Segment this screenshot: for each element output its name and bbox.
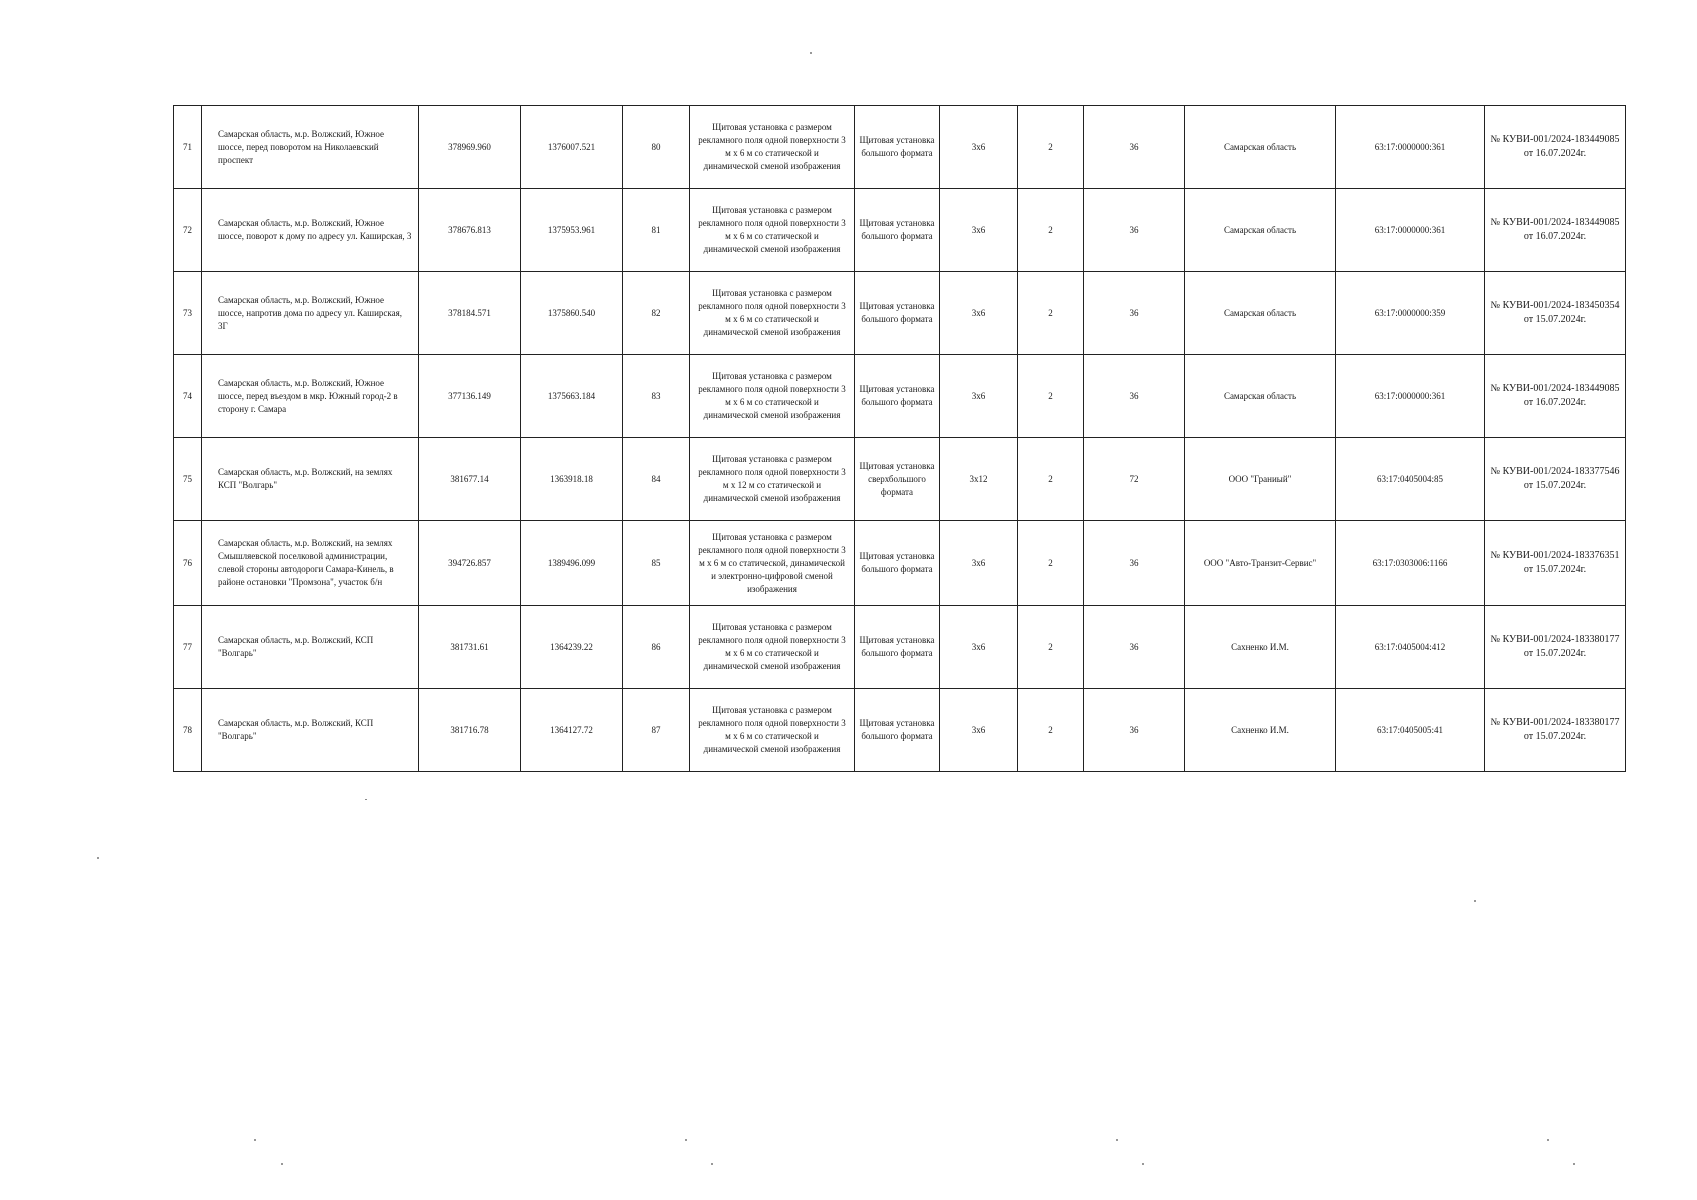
sides-cell: 2 — [1018, 438, 1084, 521]
scan-speck — [254, 1139, 256, 1141]
owner-cell: Самарская область — [1185, 272, 1336, 355]
coord-x-cell: 394726.857 — [419, 521, 521, 606]
sides-cell: 2 — [1018, 106, 1084, 189]
address-cell: Самарская область, м.р. Волжский, Южное шоссе, перед поворотом на Николаевский проспект — [202, 106, 419, 189]
extract-number-cell: № КУВИ-001/2024-183450354 от 15.07.2024г. — [1485, 272, 1626, 355]
scheme-number-cell: 83 — [623, 355, 690, 438]
coord-x-cell: 378969.960 — [419, 106, 521, 189]
size-cell: 3х6 — [940, 689, 1018, 772]
type-cell: Щитовая установка сверхбольшого формата — [855, 438, 940, 521]
advertising-structures-table — [173, 105, 1626, 772]
scheme-number-cell: 85 — [623, 521, 690, 606]
description-cell: Щитовая установка с размером рекламного поля одной поверхности 3 м х 6 м со статической и динамической сменой изображения — [690, 106, 855, 189]
size-cell: 3х6 — [940, 272, 1018, 355]
size-cell: 3х6 — [940, 355, 1018, 438]
scheme-number-cell: 86 — [623, 606, 690, 689]
coord-y-cell: 1375860.540 — [521, 272, 623, 355]
address-cell: Самарская область, м.р. Волжский, КСП "Волгарь" — [202, 689, 419, 772]
type-cell: Щитовая установка большого формата — [855, 189, 940, 272]
coord-x-cell: 381731.61 — [419, 606, 521, 689]
address-cell: Самарская область, м.р. Волжский, на землях КСП "Волгарь" — [202, 438, 419, 521]
address-cell: Самарская область, м.р. Волжский, КСП "Волгарь" — [202, 606, 419, 689]
scan-speck — [1142, 1163, 1144, 1165]
scan-speck — [1116, 1139, 1118, 1141]
owner-cell: ООО "Авто-Транзит-Сервис" — [1185, 521, 1336, 606]
table-row — [174, 606, 1626, 689]
coord-x-cell: 381677.14 — [419, 438, 521, 521]
scheme-number-cell: 81 — [623, 189, 690, 272]
cadastral-number-cell: 63:17:0000000:361 — [1336, 106, 1485, 189]
owner-cell: Сахненко И.М. — [1185, 689, 1336, 772]
coord-y-cell: 1389496.099 — [521, 521, 623, 606]
sides-cell: 2 — [1018, 272, 1084, 355]
area-cell: 36 — [1084, 521, 1185, 606]
area-cell: 36 — [1084, 189, 1185, 272]
type-cell: Щитовая установка большого формата — [855, 521, 940, 606]
sides-cell: 2 — [1018, 189, 1084, 272]
row-number: 75 — [174, 438, 202, 521]
size-cell: 3х6 — [940, 106, 1018, 189]
row-number: 72 — [174, 189, 202, 272]
extract-number-cell: № КУВИ-001/2024-183449085 от 16.07.2024г. — [1485, 189, 1626, 272]
size-cell: 3х6 — [940, 521, 1018, 606]
type-cell: Щитовая установка большого формата — [855, 606, 940, 689]
coord-x-cell: 381716.78 — [419, 689, 521, 772]
address-cell: Самарская область, м.р. Волжский, Южное шоссе, напротив дома по адресу ул. Каширская, 3Г — [202, 272, 419, 355]
address-cell: Самарская область, м.р. Волжский, Южное шоссе, перед въездом в мкр. Южный город-2 в сторону г. Самара — [202, 355, 419, 438]
scheme-number-cell: 84 — [623, 438, 690, 521]
description-cell: Щитовая установка с размером рекламного поля одной поверхности 3 м х 6 м со статической и динамической сменой изображения — [690, 606, 855, 689]
scheme-number-cell: 80 — [623, 106, 690, 189]
owner-cell: Сахненко И.М. — [1185, 606, 1336, 689]
row-number: 71 — [174, 106, 202, 189]
description-cell: Щитовая установка с размером рекламного поля одной поверхности 3 м х 6 м со статической и динамической сменой изображения — [690, 355, 855, 438]
description-cell: Щитовая установка с размером рекламного поля одной поверхности 3 м х 6 м со статической и динамической сменой изображения — [690, 272, 855, 355]
extract-number-cell: № КУВИ-001/2024-183449085 от 16.07.2024г. — [1485, 106, 1626, 189]
row-number: 78 — [174, 689, 202, 772]
area-cell: 36 — [1084, 106, 1185, 189]
scan-speck — [97, 857, 99, 859]
extract-number-cell: № КУВИ-001/2024-183449085 от 16.07.2024г. — [1485, 355, 1626, 438]
size-cell: 3х12 — [940, 438, 1018, 521]
cadastral-number-cell: 63:17:0000000:361 — [1336, 189, 1485, 272]
row-number: 74 — [174, 355, 202, 438]
sides-cell: 2 — [1018, 355, 1084, 438]
scan-speck — [1474, 900, 1476, 902]
coord-y-cell: 1376007.521 — [521, 106, 623, 189]
area-cell: 72 — [1084, 438, 1185, 521]
table-row — [174, 355, 1626, 438]
table-body — [174, 106, 1626, 772]
scan-speck — [711, 1163, 713, 1165]
extract-number-cell: № КУВИ-001/2024-183376351 от 15.07.2024г. — [1485, 521, 1626, 606]
table-row — [174, 106, 1626, 189]
type-cell: Щитовая установка большого формата — [855, 355, 940, 438]
address-cell: Самарская область, м.р. Волжский, на землях Смышляевской поселковой администрации, слевой стороны автодороги Самара-Кинель, в районе остановки "Промзона", участок б/н — [202, 521, 419, 606]
extract-number-cell: № КУВИ-001/2024-183380177 от 15.07.2024г. — [1485, 689, 1626, 772]
table-row — [174, 438, 1626, 521]
area-cell: 36 — [1084, 355, 1185, 438]
description-cell: Щитовая установка с размером рекламного поля одной поверхности 3 м х 6 м со статической и динамической сменой изображения — [690, 189, 855, 272]
address-cell: Самарская область, м.р. Волжский, Южное шоссе, поворот к дому по адресу ул. Каширская, 3 — [202, 189, 419, 272]
area-cell: 36 — [1084, 606, 1185, 689]
description-cell: Щитовая установка с размером рекламного поля одной поверхности 3 м х 12 м со статической и динамической сменой изображения — [690, 438, 855, 521]
coord-y-cell: 1364127.72 — [521, 689, 623, 772]
cadastral-number-cell: 63:17:0303006:1166 — [1336, 521, 1485, 606]
coord-y-cell: 1363918.18 — [521, 438, 623, 521]
coord-y-cell: 1364239.22 — [521, 606, 623, 689]
extract-number-cell: № КУВИ-001/2024-183377546 от 15.07.2024г. — [1485, 438, 1626, 521]
coord-y-cell: 1375953.961 — [521, 189, 623, 272]
area-cell: 36 — [1084, 689, 1185, 772]
owner-cell: ООО "Граниый" — [1185, 438, 1336, 521]
description-cell: Щитовая установка с размером рекламного поля одной поверхности 3 м х 6 м со статической и динамической сменой изображения — [690, 689, 855, 772]
extract-number-cell: № КУВИ-001/2024-183380177 от 15.07.2024г. — [1485, 606, 1626, 689]
scheme-number-cell: 87 — [623, 689, 690, 772]
sides-cell: 2 — [1018, 521, 1084, 606]
scan-speck — [685, 1139, 687, 1141]
scan-speck — [281, 1163, 283, 1165]
owner-cell: Самарская область — [1185, 355, 1336, 438]
cadastral-number-cell: 63:17:0000000:361 — [1336, 355, 1485, 438]
owner-cell: Самарская область — [1185, 106, 1336, 189]
type-cell: Щитовая установка большого формата — [855, 272, 940, 355]
row-number: 76 — [174, 521, 202, 606]
scan-speck — [1547, 1139, 1549, 1141]
sides-cell: 2 — [1018, 606, 1084, 689]
size-cell: 3х6 — [940, 606, 1018, 689]
scan-speck — [1573, 1163, 1575, 1165]
sides-cell: 2 — [1018, 689, 1084, 772]
scheme-number-cell: 82 — [623, 272, 690, 355]
table-row — [174, 521, 1626, 606]
cadastral-number-cell: 63:17:0405004:85 — [1336, 438, 1485, 521]
cadastral-number-cell: 63:17:0405004:412 — [1336, 606, 1485, 689]
table-row — [174, 689, 1626, 772]
description-cell: Щитовая установка с размером рекламного поля одной поверхности 3 м х 6 м со статической, динамической и электронно-цифровой сменой изображения — [690, 521, 855, 606]
table-row — [174, 189, 1626, 272]
table-row — [174, 272, 1626, 355]
coord-x-cell: 378676.813 — [419, 189, 521, 272]
cadastral-number-cell: 63:17:0405005:41 — [1336, 689, 1485, 772]
coord-x-cell: 378184.571 — [419, 272, 521, 355]
scan-speck — [810, 52, 812, 54]
type-cell: Щитовая установка большого формата — [855, 106, 940, 189]
cadastral-number-cell: 63:17:0000000:359 — [1336, 272, 1485, 355]
row-number: 73 — [174, 272, 202, 355]
area-cell: 36 — [1084, 272, 1185, 355]
size-cell: 3х6 — [940, 189, 1018, 272]
coord-y-cell: 1375663.184 — [521, 355, 623, 438]
scan-speck — [365, 799, 367, 800]
owner-cell: Самарская область — [1185, 189, 1336, 272]
type-cell: Щитовая установка большого формата — [855, 689, 940, 772]
coord-x-cell: 377136.149 — [419, 355, 521, 438]
row-number: 77 — [174, 606, 202, 689]
